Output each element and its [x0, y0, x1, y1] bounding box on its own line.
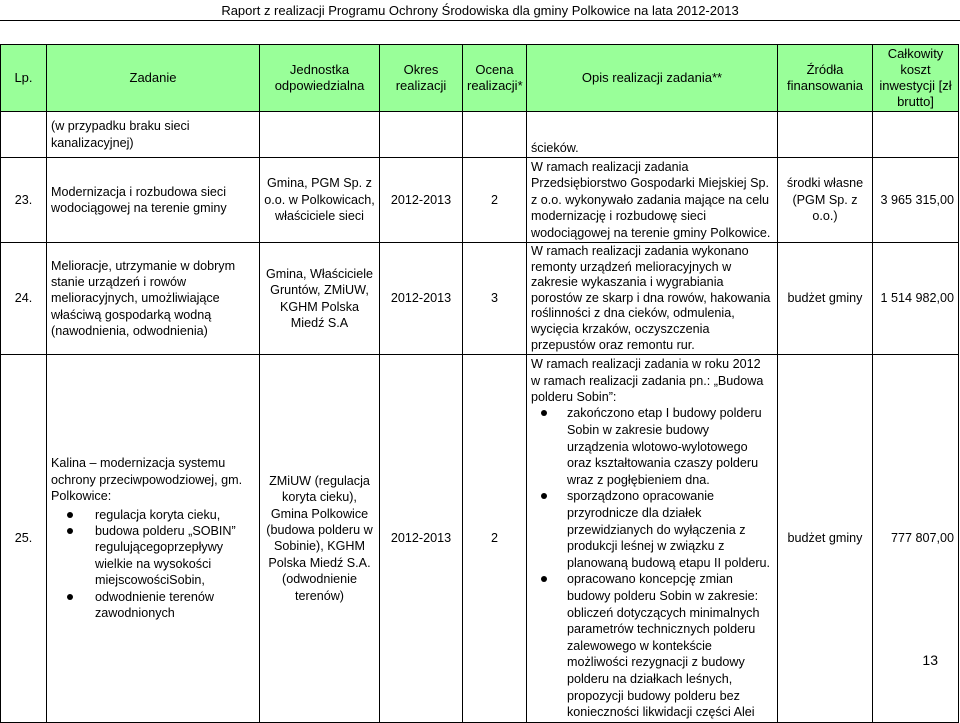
- col-ocena: Ocena realizacji*: [463, 45, 527, 112]
- period-cell: 2012-2013: [380, 355, 463, 723]
- lp-cell: 25.: [1, 355, 47, 723]
- header-title: Raport z realizacji Programu Ochrony Środowiska dla gminy Polkowice na lata 2012-2013: [221, 3, 739, 18]
- unit-cell: ZMiUW (regulacja koryta cieku), Gmina Polkowice (budowa polderu w Sobinie), KGHM Polska Miedź S.A. (odwodnienie terenów): [260, 355, 380, 723]
- header-rule: [0, 20, 960, 21]
- period-cell: 2012-2013: [380, 243, 463, 355]
- task-cell: [47, 355, 260, 723]
- period-cell: 2012-2013: [380, 158, 463, 243]
- task-cell: Melioracje, utrzymanie w dobrym stanie urządzeń i rowów melioracyjnych, umożliwiające właściwą gospodarką wodną (nawodnienia, odwodnienia): [47, 243, 260, 355]
- task-cell: Modernizacja i rozbudowa sieci wodociągowej na terenie gminy: [47, 158, 260, 243]
- task-cell: (w przypadku braku sieci kanalizacyjnej): [47, 112, 260, 158]
- cost-cell: 777 807,00: [873, 355, 959, 723]
- task-list-item: budowa polderu „SOBIN” regulującegoprzepływy wielkie na wysokości miejscowościSobin,: [95, 523, 255, 589]
- source-cell: budżet gminy: [778, 355, 873, 723]
- desc-cell: [527, 355, 778, 723]
- rating-cell: 2: [463, 355, 527, 723]
- desc-cell: ścieków.: [527, 112, 778, 158]
- col-lp: Lp.: [1, 45, 47, 112]
- desc-cell: W ramach realizacji zadania Przedsiębiorstwo Gospodarki Miejskiej Sp. z o.o. wykonywało zadania mające na celu modernizację i rozbudowę sieci wodociągowej na terenie gminy Polkowice.: [527, 158, 778, 243]
- source-cell: środki własne (PGM Sp. z o.o.): [778, 158, 873, 243]
- col-zadanie: Zadanie: [47, 45, 260, 112]
- task-list-item: odwodnienie terenów zawodnionych: [95, 589, 255, 622]
- task-list: [51, 507, 255, 622]
- source-cell: budżet gminy: [778, 243, 873, 355]
- page-number: 13: [922, 652, 938, 668]
- col-opis: Opis realizacji zadania**: [527, 45, 778, 112]
- desc-intro: W ramach realizacji zadania w roku 2012 w ramach realizacji zadania pn.: „Budowa polderu Sobin”:: [531, 357, 764, 404]
- col-jednostka: Jednostka odpowiedzialna: [260, 45, 380, 112]
- rating-cell: 3: [463, 243, 527, 355]
- col-zrodla: Źródła finansowania: [778, 45, 873, 112]
- lp-cell: 23.: [1, 158, 47, 243]
- desc-list-item: sporządzono opracowanie przyrodnicze dla działek przewidzianych do wyłączenia z produkcji leśnej w związku z planowaną budową etapu II polderu.: [567, 488, 773, 571]
- desc-list-item: zakończono etap I budowy polderu Sobin w zakresie budowy urządzenia wlotowo-wylotowego oraz kształtowania czaszy polderu wraz z pogłębieniem dna.: [567, 405, 773, 488]
- cost-cell: 1 514 982,00: [873, 243, 959, 355]
- table-header-row: [1, 45, 959, 112]
- report-table: [0, 44, 959, 723]
- task-list-item: regulacja koryta cieku,: [95, 507, 255, 523]
- desc-cell: W ramach realizacji zadania wykonano remonty urządzeń melioracyjnych w zakresie wykaszania i wygrabiania porostów ze skarp i dna rowów, hakowania roślinności z dna cieków, odmulenia, wycięcia krzaków, oczyszczenia przepustów oraz remontu rur.: [527, 243, 778, 355]
- table-row-continuation: [1, 112, 959, 158]
- table-row-25: [1, 355, 959, 723]
- table-row-24: [1, 243, 959, 355]
- col-okres: Okres realizacji: [380, 45, 463, 112]
- task-intro: Kalina – modernizacja systemu ochrony przeciwpowodziowej, gm. Polkowice:: [51, 456, 243, 504]
- table-row-23: [1, 158, 959, 243]
- cost-cell: 3 965 315,00: [873, 158, 959, 243]
- lp-cell: 24.: [1, 243, 47, 355]
- desc-list: [531, 405, 773, 720]
- col-koszt: Całkowity koszt inwestycji [zł brutto]: [873, 45, 959, 112]
- desc-list-item: opracowano koncepcję zmian budowy polderu Sobin w zakresie: obliczeń dotyczących minimalnych parametrów technicznych polderu zalewowego w kontekście możliwości rezygnacji z budowy polderu na działkach leśnych, propozycji budowy polderu bez konieczności likwidacji części Alei: [567, 571, 773, 720]
- rating-cell: 2: [463, 158, 527, 243]
- unit-cell: Gmina, PGM Sp. z o.o. w Polkowicach, właściciele sieci: [260, 158, 380, 243]
- unit-cell: Gmina, Właściciele Gruntów, ZMiUW, KGHM Polska Miedź S.A: [260, 243, 380, 355]
